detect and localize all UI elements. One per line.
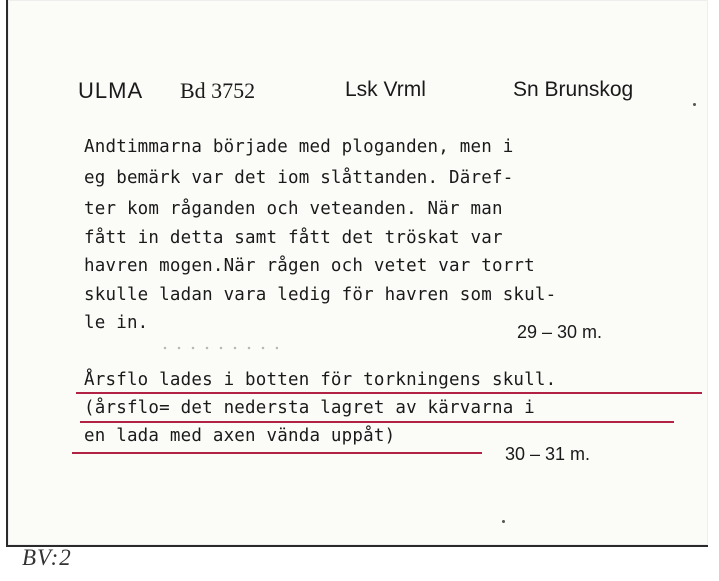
volume-number: Bd 3752 xyxy=(180,78,256,103)
text-line: eg bemärk var det iom slåttanden. Däref- xyxy=(84,168,514,188)
text-line: (årsflo= det nedersta lagret av kärvarna i xyxy=(84,398,535,418)
speck xyxy=(693,103,696,106)
red-underline xyxy=(76,392,702,394)
text-line: en lada med axen vända uppåt) xyxy=(84,426,396,446)
text-line: Årsflo lades i botten för torkningens skull. xyxy=(84,370,557,390)
text-line: ter kom råganden och veteanden. När man xyxy=(84,199,503,219)
page-reference-1: 29 – 30 m. xyxy=(517,322,603,342)
speck xyxy=(502,520,505,523)
text-line: skulle ladan vara ledig för havren som skul- xyxy=(84,285,557,305)
red-underline xyxy=(72,452,482,454)
parish: Sn Brunskog xyxy=(513,78,634,101)
page-reference-2: 30 – 31 m. xyxy=(505,444,591,464)
text-line: le in. xyxy=(84,313,149,333)
text-line: Andtimmarna började med ploganden, men i xyxy=(84,137,514,157)
red-underline xyxy=(80,421,674,423)
province: Lsk Vrml xyxy=(345,78,426,101)
archive-stamp: BV:2 xyxy=(22,545,72,570)
faint-marks xyxy=(158,344,278,354)
archive-name: ULMA xyxy=(78,78,144,103)
archive-card xyxy=(6,0,708,547)
text-line: havren mogen.När rågen och vetet var torrt xyxy=(84,256,535,276)
text-line: fått in detta samt fått det tröskat var xyxy=(84,228,503,248)
